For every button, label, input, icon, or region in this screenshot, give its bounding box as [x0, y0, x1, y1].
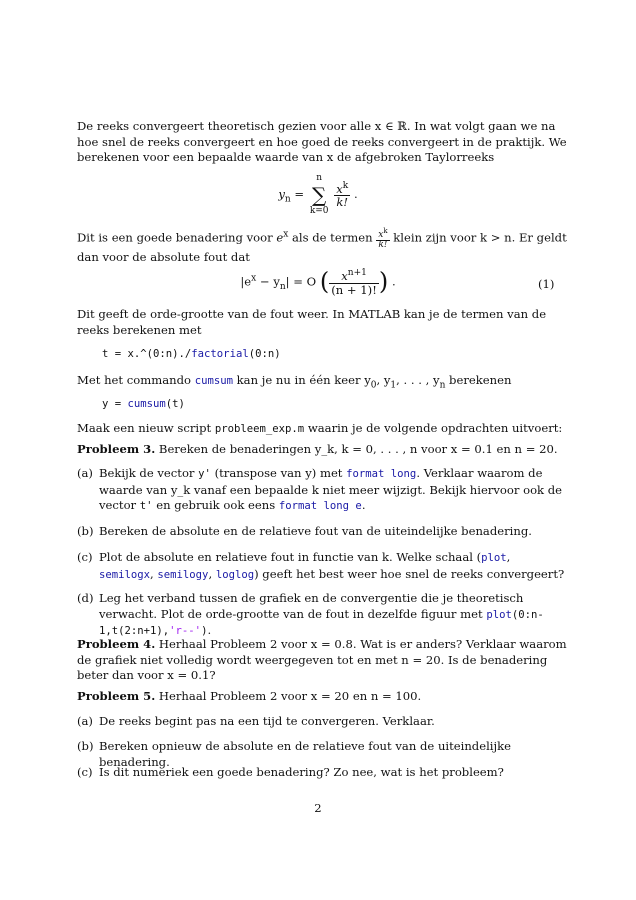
problem-5-item-a: (a) De reeks begint pas na een tijd te convergeren. Verklaar.	[77, 714, 435, 728]
problem-5-item-c: (c) Is dit numeriek een goede benadering? Zo nee, wat is het probleem?	[77, 765, 504, 779]
problem-5-title: Probleem 5.	[77, 689, 156, 703]
problem-4-title: Probleem 4.	[77, 637, 156, 651]
problem-5: Probleem 5. Herhaal Probleem 2 voor x = 20 en n = 100.	[77, 689, 422, 703]
summation-symbol: n ∑ k=0	[309, 173, 329, 216]
right-paren: )	[378, 267, 389, 296]
code-factorial: t = x.^(0:n)./factorial(0:n)	[102, 348, 281, 360]
intro-paragraph: De reeks convergeert theoretisch gezien voor alle x ∈ ℝ. In wat volgt gaan we na hoe snel de reeks convergeert en hoe goed de reeks convergeert in de praktijk. We berekenen voor een bepaalde waarde van x de afgebroken Taylorreeks	[77, 119, 567, 165]
inline-fraction: $\frac{x^k}{k!}$	[378, 227, 388, 250]
matlab-paragraph: Dit geeft de orde-grootte van de fout weer. In MATLAB kan je de termen van de reeks berekenen met	[77, 307, 547, 337]
problem-3-item-a: (a) Bekijk de vector y' (transpose van y) met format long. Verklaar waarom de waarde van y_k vanaf een bepaalde k niet meer wijzigt. Bekijk hiervoor ook de vector t' en gebruik ook eens format long e.	[77, 466, 563, 513]
page-number: 2	[314, 801, 322, 815]
script-paragraph: Maak een nieuw script probleem_exp.m waarin je de volgende opdrachten uitvoert:	[77, 421, 563, 435]
taylor-fraction: $\frac{x^k}{k!}$	[336, 180, 349, 210]
problem-3-item-c: (c) Plot de absolute en relatieve fout in functie van k. Welke schaal (plot, semilogx, semilogy, loglog) geeft het best weer hoe snel de reeks convergeert?	[77, 550, 565, 581]
problem-5-item-b: (b) Bereken opnieuw de absolute en de relatieve fout van de uiteindelijke benadering.	[77, 739, 511, 769]
problem-3-item-b: (b) Bereken de absolute en de relatieve fout van de uiteindelijke benadering.	[77, 524, 532, 538]
problem-4: Probleem 4. Herhaal Probleem 2 voor x = 0.8. Wat is er anders? Verklaar waarom de grafiek niet volledig wordt weergegeven tot en met n = 20. Is de benadering beter dan voor x = 0.1?	[77, 637, 567, 683]
code-cumsum: y = cumsum(t)	[102, 398, 185, 410]
cumsum-paragraph: Met het commando cumsum kan je nu in één keer $y_0$, $y_1$, . . . , $y_n$ berekenen	[77, 373, 512, 391]
error-fraction: $\frac{x^{n+1}}{(n + 1)!}$	[331, 268, 377, 297]
approximation-paragraph: Dit is een goede benadering voor $e^x$ als de termen $\frac{x^k}{k!}$ klein zijn voor k > n. Er geldt dan voor de absolute fout dat	[77, 227, 567, 264]
equation-label: (1)	[538, 277, 555, 291]
taylor-equation: $y_n$ = n ∑ k=0 $\frac{x^k}{k!}$ .	[278, 173, 358, 216]
problem-3: Probleem 3. Bereken de benaderingen y_k, k = 0, . . . , n voor x = 0.1 en n = 20.	[77, 442, 558, 456]
problem-3-item-d: (d) Leg het verband tussen de grafiek en de convergentie die je theoretisch verwacht. Plot de orde-grootte van de fout in dezelfde figuur met plot(0:n-1,t(2:n+1),'r--').	[77, 591, 544, 638]
error-equation: $|e^x - y_n| = O$ ( $\frac{x^{n+1}}{(n + 1)!}$ ) .	[240, 267, 396, 297]
problem-3-title: Probleem 3.	[77, 442, 156, 456]
left-paren: (	[319, 267, 330, 296]
